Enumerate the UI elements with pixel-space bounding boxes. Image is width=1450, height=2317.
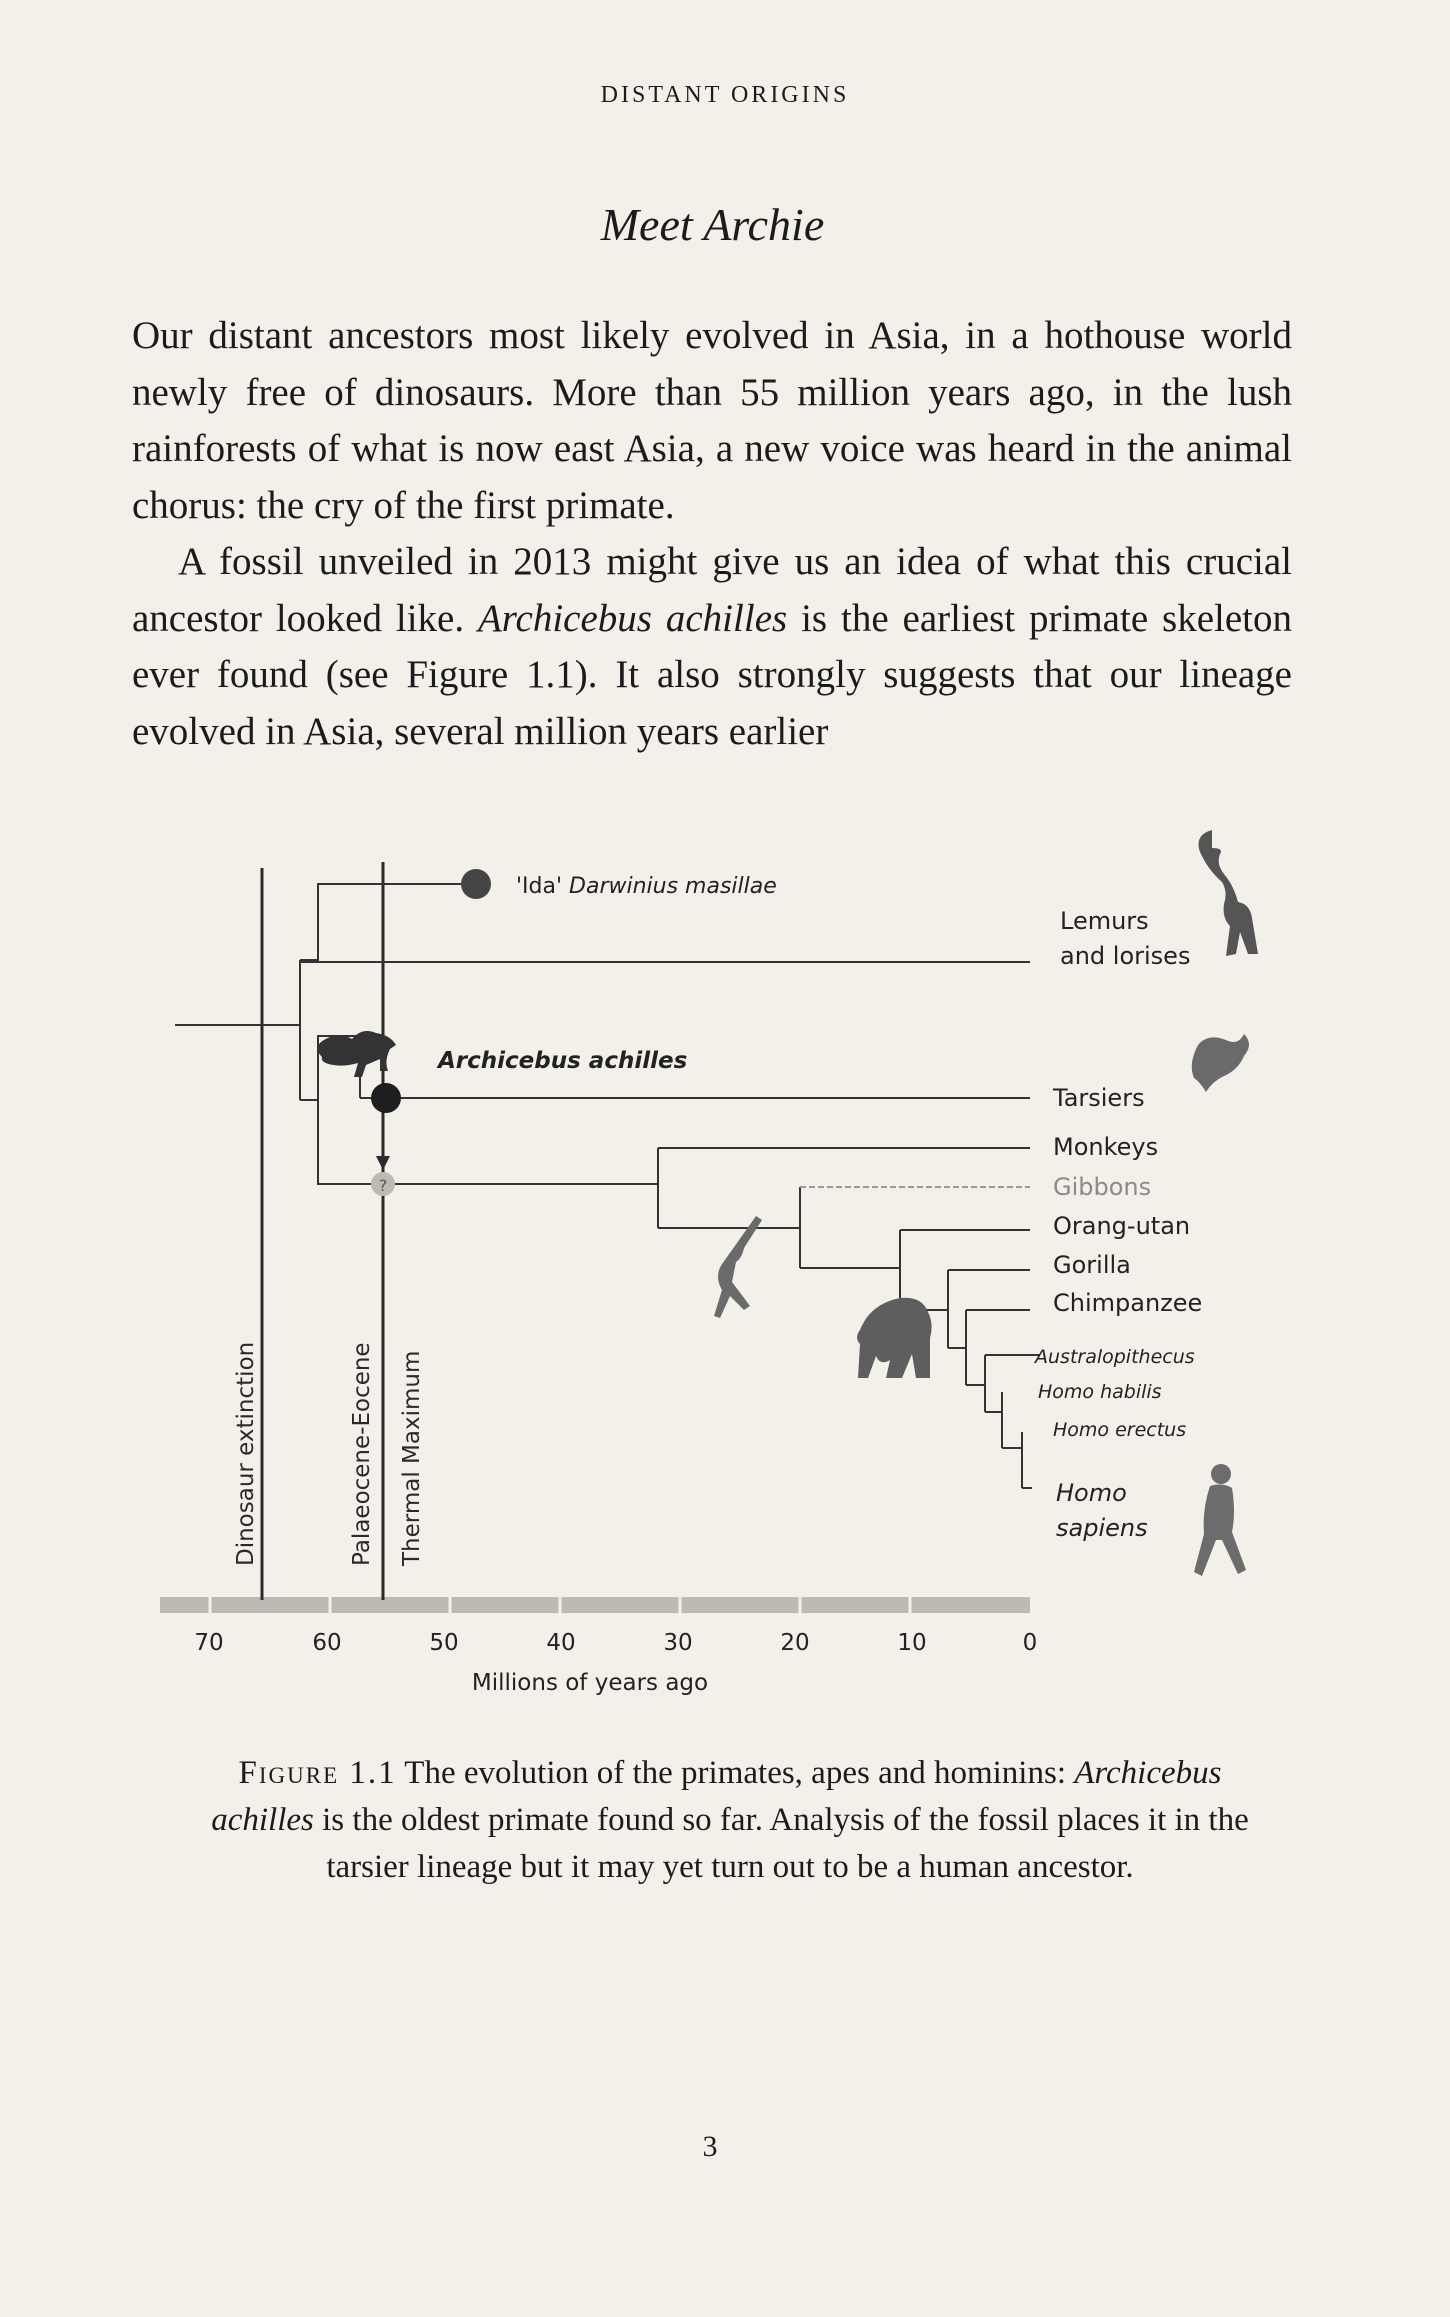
homo-sapiens-label-line1: Homo bbox=[1056, 1479, 1127, 1507]
uncertain-node-mark: ? bbox=[378, 1176, 388, 1195]
archicebus-fossil-node bbox=[371, 1083, 401, 1113]
axis-tick: 10 bbox=[897, 1630, 927, 1656]
gibbons-label: Gibbons bbox=[1053, 1173, 1152, 1201]
axis-tick: 50 bbox=[429, 1630, 459, 1656]
primate-evolution-figure bbox=[0, 800, 1450, 1740]
petm-label-line2: Thermal Maximum bbox=[399, 1350, 425, 1566]
human-silhouette-icon bbox=[1194, 1464, 1246, 1576]
axis-label: Millions of years ago bbox=[471, 1670, 709, 1696]
orangutan-label: Orang-utan bbox=[1053, 1212, 1191, 1240]
chimpanzee-label: Chimpanzee bbox=[1053, 1289, 1203, 1317]
ida-label bbox=[516, 874, 777, 899]
caption-text-2: is the oldest primate found so far. Analysis of the fossil places it in the tarsier lineage but it may yet turn out to be a human ancestor. bbox=[313, 1802, 1249, 1885]
axis-tick-labels bbox=[194, 1630, 1037, 1656]
axis-tick: 40 bbox=[546, 1630, 576, 1656]
axis-tick: 20 bbox=[780, 1630, 810, 1656]
paragraph-2-part2: is the earliest primate skeleton ever found (see Figure 1.1). It also strongly suggests that our lineage evolved in Asia, several million years earlier bbox=[132, 596, 1292, 753]
page-number: 3 bbox=[702, 2130, 718, 2163]
running-head: DISTANT ORIGINS bbox=[600, 82, 850, 108]
body-text bbox=[132, 308, 1292, 760]
ida-species: Darwinius masillae bbox=[569, 874, 777, 899]
gibbon-silhouette-icon bbox=[714, 1216, 762, 1318]
monkeys-label: Monkeys bbox=[1053, 1133, 1159, 1161]
caption-species: Archicebus achilles bbox=[211, 1755, 1222, 1838]
taxa-labels bbox=[1033, 907, 1202, 1542]
figure-label: Figure 1.1 bbox=[238, 1755, 397, 1791]
dinosaur-extinction-label: Dinosaur extinction bbox=[233, 1341, 259, 1566]
caption-text-1: The evolution of the primates, apes and hominins: bbox=[396, 1755, 1075, 1791]
archicebus-label: Archicebus achilles bbox=[438, 1048, 688, 1074]
lemur-silhouette-icon bbox=[1199, 830, 1259, 956]
australopithecus-label: Australopithecus bbox=[1035, 1346, 1195, 1368]
gorilla-label: Gorilla bbox=[1053, 1251, 1131, 1279]
paragraph-2 bbox=[132, 534, 1292, 760]
phylogeny-diagram bbox=[0, 800, 1450, 1740]
ida-prefix: 'Ida' bbox=[516, 874, 570, 899]
time-axis-bar bbox=[160, 1597, 1030, 1613]
homo-erectus-label: Homo erectus bbox=[1053, 1419, 1187, 1441]
gorilla-silhouette-icon bbox=[857, 1298, 932, 1378]
axis-tick: 0 bbox=[1022, 1630, 1038, 1656]
lemurs-label-line1: Lemurs bbox=[1060, 907, 1149, 935]
axis-tick: 60 bbox=[312, 1630, 342, 1656]
figure-caption bbox=[190, 1750, 1270, 1891]
paragraph-2-species: Archicebus achilles bbox=[477, 596, 788, 640]
tarsiers-label: Tarsiers bbox=[1053, 1084, 1145, 1112]
section-title: Meet Archie bbox=[600, 199, 825, 250]
paragraph-1: Our distant ancestors most likely evolved in Asia, in a hothouse world newly free of dinosaurs. More than 55 million years ago, in the lush rainforests of what is now east Asia, a new voice was heard in the animal chorus: the cry of the first primate. bbox=[132, 314, 1292, 527]
ida-fossil-node bbox=[461, 869, 491, 899]
axis-tick: 30 bbox=[663, 1630, 693, 1656]
homo-sapiens-label-line2: sapiens bbox=[1056, 1514, 1148, 1542]
lemurs-label-line2: and lorises bbox=[1060, 942, 1191, 970]
homo-habilis-label: Homo habilis bbox=[1038, 1381, 1162, 1403]
petm-label-line1: Palaeocene-Eocene bbox=[349, 1342, 375, 1566]
archicebus-silhouette-icon bbox=[318, 1031, 397, 1077]
arrow-head bbox=[376, 1156, 390, 1170]
axis-tick: 70 bbox=[194, 1630, 224, 1656]
tarsier-silhouette-icon bbox=[1192, 1034, 1249, 1092]
paragraph-2-part1: A fossil unveiled in 2013 might give us an idea of what this crucial ancestor looked like. bbox=[132, 540, 1292, 640]
